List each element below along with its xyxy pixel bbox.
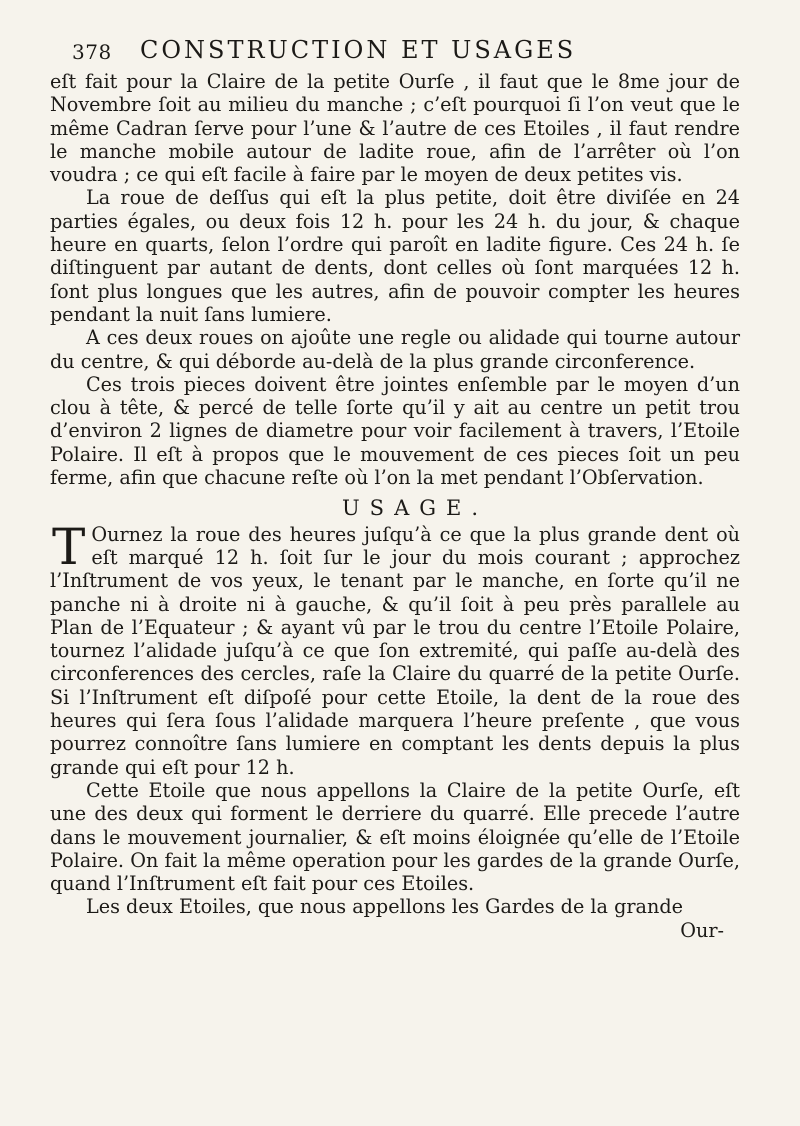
paragraph-claire: Cette Etoile que nous appellons la Claire de la petite Ourſe, eſt une des deux qui forment le derriere du quarré. Elle precede l’autre dans le mouvement journalier, & eſt moins éloignée qu’elle de l’Etoile Polaire. On fait la même operation pour les gardes de la grande Ourſe, quand l’Inſtrument eſt fait pour ces Etoiles. (50, 778, 740, 896)
paragraph-roue-dessus: La roue de deſſus qui eſt la plus petite, doit être diviſée en 24 parties égales, ou deux fois 12 h. pour les 24 h. du jour, & chaque heure en quarts, ſelon l’ordre qui paroît en ladite figure. Ces 24 h. ſe diſtinguent par autant de dents, dont celles où ſont marquées 12 h. ſont plus longues que les autres, afin de pouvoir compter les heures pendant la nuit ſans lumiere. (50, 186, 740, 326)
running-title: CONSTRUCTION ET USAGES (140, 36, 577, 64)
paragraph-gardes: Les deux Etoiles, que nous appellons les Gardes de la grande (86, 895, 683, 919)
catchword: Our- (680, 918, 724, 942)
drop-cap-initial: T (52, 517, 86, 576)
section-heading-usage: USAGE. (341, 496, 489, 521)
paragraph-alidade: A ces deux roues on ajoûte une regle ou alidade qui tourne autour du centre, & qui déborde au-delà de la plus grande circonference. (50, 326, 740, 373)
paragraph-continued: eſt fait pour la Claire de la petite Ourſe , il faut que le 8me jour de Novembre ſoit au milieu du manche ; c’eſt pourquoi ſi l’on veut que le même Cadran ſerve pour l’une & l’autre de ces Etoiles , il faut rendre le manche mobile autour de ladite roue, afin de l’arrêter où l’on voudra ; ce qui eſt facile à faire par le moyen de deux petites vis. (50, 70, 740, 187)
page-number: 378 (72, 40, 112, 64)
body-text (50, 70, 740, 942)
page-header (72, 36, 732, 72)
paragraph-usage (50, 517, 740, 779)
paragraph-trois-pieces: Ces trois pieces doivent être jointes enſemble par le moyen d’un clou à tête, & percé de telle ſorte qu’il y ait au centre un petit trou d’environ 2 lignes de diametre pour voir facilement à travers, l’Etoile Polaire. Il eſt à propos que le mouvement de ces pieces ſoit un peu ferme, afin que chacune reſte où l’on la met pendant l’Obſervation. (50, 372, 740, 490)
paragraph-usage-text: Ournez la roue des heures juſqu’à ce que la plus grande dent où eſt marqué 12 h. ſoit ſur le jour du mois courant ; approchez l’Inſtrument de vos yeux, le tenant par le manche, en ſorte qu’il ne panche ni à droite ni à gauche, & qu’il ſoit à peu près parallele au Plan de l’Equateur ; & ayant vû par le trou du centre l’Etoile Polaire, tournez l’alidade juſqu’à ce que ſon extremité, qui paſſe au-delà des circonferences des cercles, raſe la Claire du quarré de la petite Ourſe. Si l’Inſtrument eſt diſpoſé pour cette Etoile, la dent de la roue des heures qui ſera ſous l’alidade marquera l’heure preſente , que vous pourrez connoître ſans lumiere en comptant les dents depuis la plus grande qui eſt pour 12 h. (50, 522, 740, 779)
